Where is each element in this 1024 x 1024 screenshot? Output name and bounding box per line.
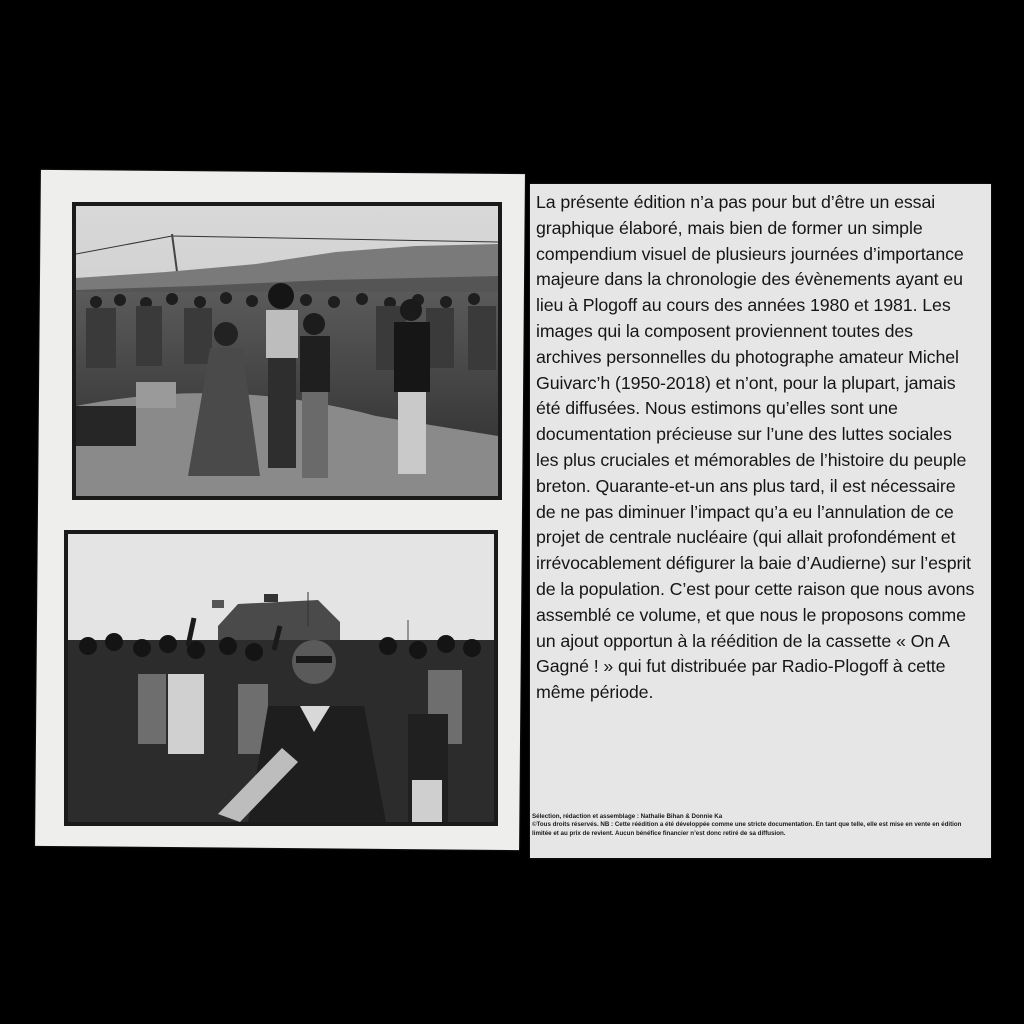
credits-line-rights: ©Tous droits réservés. NB : Cette réédition a été développée comme une stricte documentation. En tant que telle, elle est mise en vente en édition limitée et au prix de revient. Aucun bénéfice financier n’est donc retiré de sa diffusion. <box>532 821 962 837</box>
crowd-man-glasses-photo <box>64 530 498 826</box>
crowd-dancing-photo <box>72 202 502 500</box>
introduction-paragraph: La présente édition n’a pas pour but d’être un essai graphique élaboré, mais bien de former un simple compendium visuel de plusieurs journées d’importance majeure dans la chronologie des évènements ayant eu lieu à Plogoff au cours des années 1980 et 1981. Les images qui la composent proviennent toutes des archives personnelles du photographe amateur Michel Guivarc’h (1950-2018) et n’ont, pour la plupart, jamais été diffusées. Nous estimons qu’elles sont une documentation précieuse sur l’une des luttes sociales les plus cruciales et mémorables de l’histoire du peuple breton. Quarante-et-un ans plus tard, il est nécessaire de ne pas diminuer l’impact qu’a eu l’annulation de ce projet de centrale nucléaire (qui allait profondément et irrévocablement défigurer la baie d’Audierne) sur l’esprit de la population. C’est pour cette raison que nous avons assemblé ce volume, et que nous le proposons comme un ajout opportun à la réédition de la cassette « On A Gagné ! » qui fut distribuée par Radio-Plogoff à cette même période. <box>536 192 975 703</box>
credits-line-authors: Sélection, rédaction et assemblage : Nathalie Bihan & Donnie Ka <box>532 813 723 820</box>
credits-block <box>532 813 976 838</box>
